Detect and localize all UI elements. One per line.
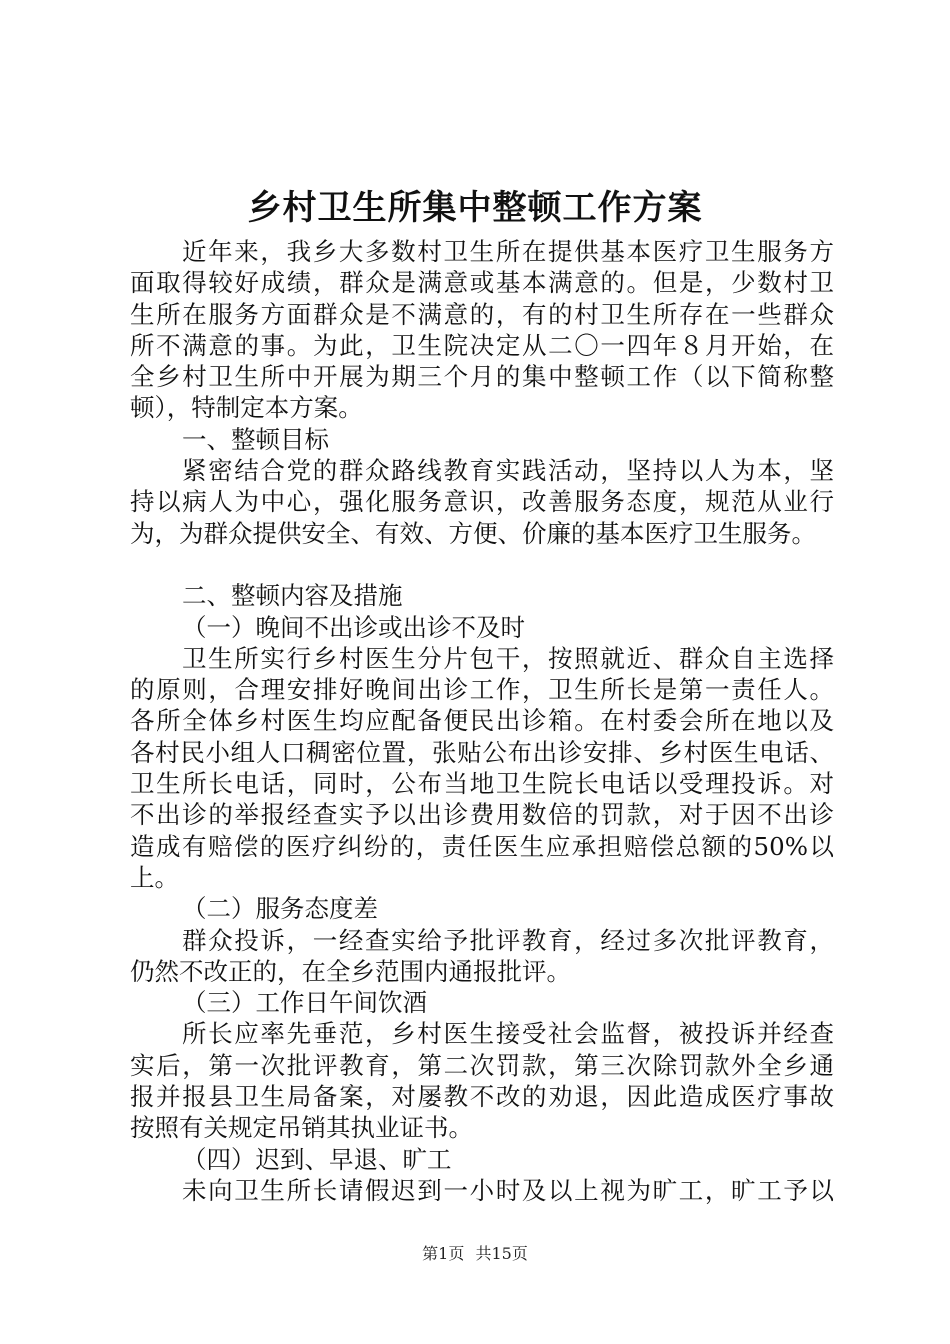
paragraph-line: 所长应率先垂范，乡村医生接受社会监督，被投诉并经查 [182, 1019, 834, 1049]
paragraph-line: 的原则，合理安排好晚间出诊工作，卫生所长是第一责任人。 [130, 675, 834, 705]
paragraph-line: 实后，第一次批评教育，第二次罚款，第三次除罚款外全乡通 [130, 1050, 834, 1080]
paragraph-line: 生所在服务方面群众是不满意的，有的村卫生所存在一些群众 [130, 299, 834, 329]
paragraph-line: 卫生所实行乡村医生分片包干，按照就近、群众自主选择 [182, 643, 834, 673]
subsection-heading: （二）服务态度差 [182, 894, 378, 924]
paragraph-line: 报并报县卫生局备案，对屡教不改的劝退，因此造成医疗事故 [130, 1082, 834, 1112]
document-title: 乡村卫生所集中整顿工作方案 [247, 188, 703, 228]
paragraph-line: 各所全体乡村医生均应配备便民出诊箱。在村委会所在地以及 [130, 706, 834, 736]
page-total: 共15页 [475, 1244, 528, 1263]
document-body [130, 236, 834, 1206]
paragraph-line: 紧密结合党的群众路线教育实践活动，坚持以人为本，坚 [182, 456, 834, 486]
page-number: 第1页 [422, 1244, 465, 1263]
section-heading: 二、整顿内容及措施 [182, 581, 403, 611]
paragraph-line: 面取得较好成绩，群众是满意或基本满意的。但是，少数村卫 [130, 268, 834, 298]
paragraph-line: 各村民小组人口稠密位置，张贴公布出诊安排、乡村医生电话、 [130, 737, 834, 767]
page-footer [0, 1242, 950, 1266]
paragraph-line: 不出诊的举报经查实予以出诊费用数倍的罚款，对于因不出诊 [130, 800, 834, 830]
paragraph-line: 仍然不改正的，在全乡范围内通报批评。 [130, 956, 571, 986]
subsection-heading: （四）迟到、早退、旷工 [182, 1144, 452, 1174]
paragraph-line: 上。 [130, 862, 179, 892]
paragraph-line: 未向卫生所长请假迟到一小时及以上视为旷工，旷工予以 [182, 1175, 834, 1205]
paragraph-line: 卫生所长电话，同时，公布当地卫生院长电话以受理投诉。对 [130, 769, 834, 799]
paragraph-line: 顿），特制定本方案。 [130, 393, 363, 423]
subsection-heading: （三）工作日午间饮酒 [182, 988, 427, 1018]
paragraph-line: 造成有赔偿的医疗纠纷的，责任医生应承担赔偿总额的50%以 [130, 831, 834, 861]
paragraph-line: 为，为群众提供安全、有效、方便、价廉的基本医疗卫生服务。 [130, 518, 816, 548]
paragraph-line: 所不满意的事。为此，卫生院决定从二〇一四年８月开始，在 [130, 330, 834, 360]
paragraph-line: 群众投诉，一经查实给予批评教育，经过多次批评教育， [182, 925, 834, 955]
blank-line [130, 549, 834, 580]
paragraph-line: 近年来，我乡大多数村卫生所在提供基本医疗卫生服务方 [182, 237, 834, 266]
paragraph-line: 持以病人为中心，强化服务意识，改善服务态度，规范从业行 [130, 487, 834, 517]
section-heading: 一、整顿目标 [182, 424, 329, 454]
paragraph-line: 按照有关规定吊销其执业证书。 [130, 1113, 473, 1143]
paragraph-line: 全乡村卫生所中开展为期三个月的集中整顿工作（以下简称整 [130, 362, 834, 392]
subsection-heading: （一）晚间不出诊或出诊不及时 [182, 612, 525, 642]
